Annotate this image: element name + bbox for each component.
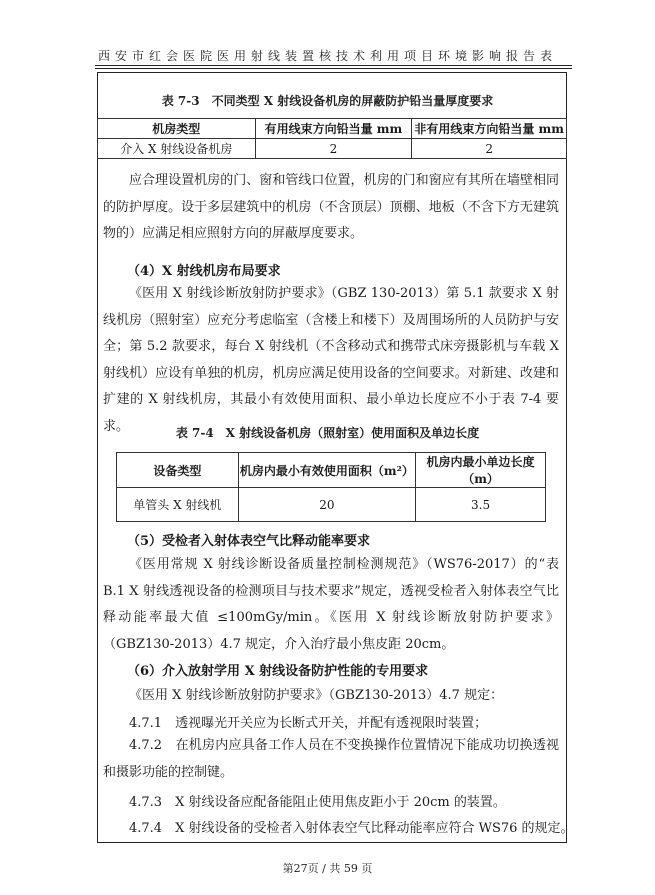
section-5-heading: （5）受检者入射体表空气比释动能率要求 xyxy=(127,534,371,549)
page-number: 第27页 / 共 59 页 xyxy=(282,862,373,875)
header-rule-thick xyxy=(95,65,572,66)
clause-4-7-3: 4.7.3 X 射线设备应配备能阻止使用焦皮距小于 20cm 的装置。 xyxy=(129,795,506,810)
table-7-3-header-useful-beam: 有用线束方向铅当量 mm xyxy=(255,119,412,139)
table-7-4 xyxy=(116,452,546,522)
table-7-4-header-device-type: 设备类型 xyxy=(117,453,239,488)
table-7-4-caption: 表 7-4 X 射线设备机房（照射室）使用面积及单边长度 xyxy=(175,426,480,440)
table-7-3-cell-room-type: 介入 X 射线设备机房 xyxy=(98,139,256,159)
section-4-paragraph: 《医用 X 射线诊断放射防护要求》（GBZ 130-2013）第 5.1 款要求 X 射线机房（照射室）应充分考虑临室（含楼上和楼下）及周围场所的人员防护与安全；第 5.2 款要求，每台 X 射线机（不含移动式和携带式床旁摄影机与车载 X 射线机）应设有单独的机房，机房应满足使用设备的空间要求。对新建、改建和扩建的 X 射线机房，其最小有效使用面积、最小单边长度应不小于表 7-4 要求。 xyxy=(103,286,559,434)
table-7-4-cell-min-area: 20 xyxy=(238,488,415,522)
table-7-4-header-min-side: 机房内最小单边长度（m） xyxy=(416,453,546,488)
paragraph-room-doors-windows: 应合理设置机房的门、窗和管线口位置，机房的门和窗应有其所在墙壁相同的防护厚度。设于多层建筑中的机房（不含顶层）顶棚、地板（不含下方无建筑物的）应满足相应照射方向的屏蔽厚度要求。 xyxy=(103,173,559,241)
table-7-4-cell-device-type: 单管头 X 射线机 xyxy=(117,488,239,522)
section-4-heading: （4）X 射线机房布局要求 xyxy=(127,264,281,279)
table-7-4-cell-min-side: 3.5 xyxy=(416,488,546,522)
table-7-3-cell-non-useful-beam: 2 xyxy=(412,139,567,159)
table-7-3-cell-useful-beam: 2 xyxy=(255,139,412,159)
section-5-paragraph: 《医用常规 X 射线诊断设备质量控制检测规范》（WS76-2017）的“表 B.1 X 射线透视设备的检测项目与技术要求”规定，透视受检者入射体表空气比释动能率最大值 ≤100mGy/min。《医用 X 射线诊断放射防护要求》（GBZ130-2013）4.7 规定，介入治疗最小焦皮距 20cm。 xyxy=(103,557,559,652)
section-6-intro: 《医用 X 射线诊断放射防护要求》（GBZ130-2013）4.7 规定： xyxy=(129,688,504,703)
table-7-4-header-min-area: 机房内最小有效使用面积（m²） xyxy=(238,453,415,488)
header-rule-thin xyxy=(95,68,572,69)
table-7-3 xyxy=(97,118,567,159)
table-7-3-header-non-useful-beam: 非有用线束方向铅当量 mm xyxy=(412,119,567,139)
clause-4-7-4: 4.7.4 X 射线设备的受检者入射体表空气比释动能率应符合 WS76 的规定。 xyxy=(129,821,574,836)
section-6-heading: （6）介入放射学用 X 射线设备防护性能的专用要求 xyxy=(127,664,429,679)
report-header-title: 西安市红会医院医用射线装置核技术利用项目环境影响报告表 xyxy=(97,49,557,63)
clause-4-7-2: 4.7.2 在机房内应具备工作人员在不变换操作位置情况下能成功切换透视和摄影功能的控制键。 xyxy=(103,738,559,780)
table-7-3-caption: 表 7-3 不同类型 X 射线设备机房的屏蔽防护铅当量厚度要求 xyxy=(161,94,494,108)
table-7-3-header-room-type: 机房类型 xyxy=(98,119,256,139)
clause-4-7-1: 4.7.1 透视曝光开关应为长断式开关，并配有透视限时装置； xyxy=(129,716,488,731)
